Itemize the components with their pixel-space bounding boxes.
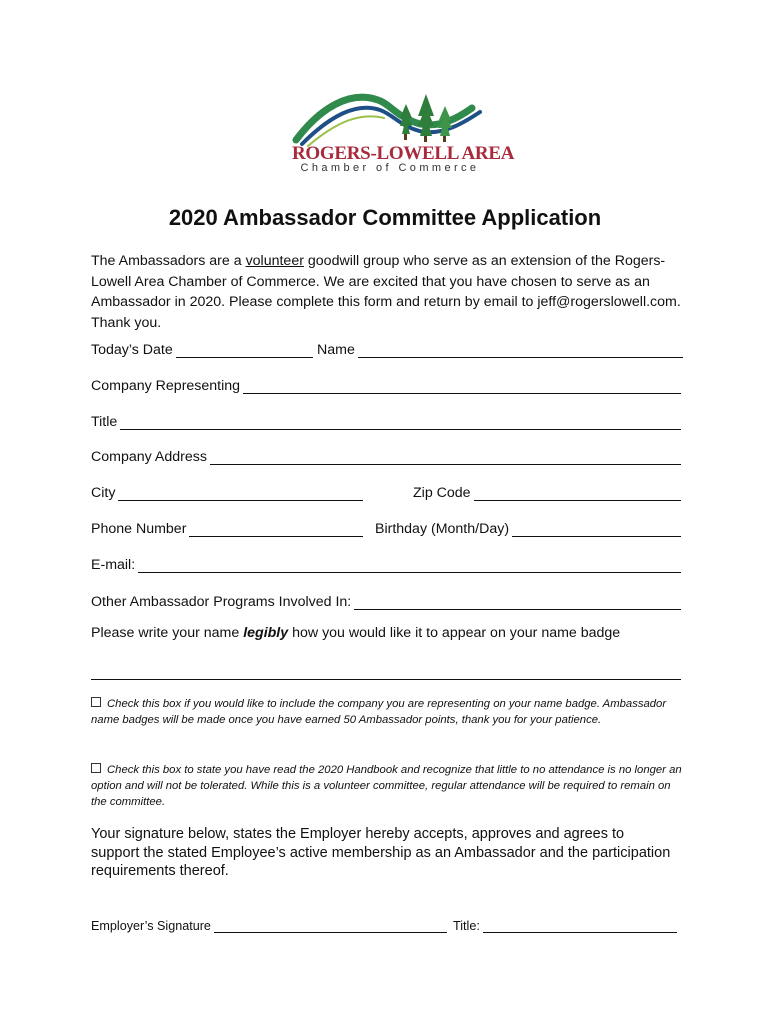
- row-company: [91, 374, 683, 396]
- name-label: Name: [317, 342, 355, 358]
- email-field[interactable]: [91, 553, 681, 573]
- company-representing-field[interactable]: [91, 374, 681, 394]
- badge-prompt-after: how you would like it to appear on your name badge: [288, 625, 621, 641]
- other-programs-field[interactable]: [91, 590, 681, 610]
- todays-date-label: Today’s Date: [91, 342, 173, 358]
- intro-text-before: The Ambassadors are a: [91, 253, 246, 269]
- row-other-programs: [91, 590, 683, 612]
- row-date-name: [91, 338, 683, 360]
- intro-text-after: goodwill group who serve as an extension of the Rogers-Lowell Area Chamber of Commerce. We are excited that you have chosen to serve as an Ambassador in 2020. Please complete this form and return by email to jeff@rogerslowell.com. Thank you.: [91, 253, 681, 331]
- employer-signature-line[interactable]: [214, 917, 447, 933]
- zip-code-line[interactable]: [474, 485, 681, 501]
- todays-date-line[interactable]: [176, 342, 313, 358]
- page-title: 2020 Ambassador Committee Application: [168, 205, 602, 230]
- signature-title-label: Title:: [453, 919, 480, 933]
- city-label: City: [91, 485, 116, 501]
- other-programs-label: Other Ambassador Programs Involved In:: [91, 594, 352, 610]
- title-field[interactable]: [91, 410, 681, 430]
- row-email: [91, 553, 683, 575]
- badge-prompt-emphasis: legibly: [243, 625, 289, 641]
- city-field[interactable]: [91, 481, 363, 501]
- company-address-line[interactable]: [210, 449, 681, 465]
- badge-name-field[interactable]: [91, 660, 681, 680]
- handbook-read-checkbox[interactable]: [91, 763, 101, 773]
- row-signature: [91, 913, 683, 935]
- name-field[interactable]: [317, 338, 683, 358]
- logo-name: ROGERS-LOWELL AREA: [292, 143, 515, 164]
- phone-number-line[interactable]: [189, 521, 363, 537]
- name-line[interactable]: [358, 342, 683, 358]
- logo-subtitle: Chamber of Commerce: [300, 162, 480, 174]
- company-address-field[interactable]: [91, 445, 681, 465]
- row-phone-birthday: [91, 517, 683, 539]
- signature-title-line[interactable]: [483, 917, 677, 933]
- handbook-read-text: Check this box to state you have read the 2020 Handbook and recognize that little to no attendance is no longer an option and will not be tolerated. While this is a volunteer committee, regular attendance will be required to remain on the committee.: [91, 764, 682, 808]
- birthday-label: Birthday (Month/Day): [375, 521, 510, 537]
- todays-date-field[interactable]: [91, 338, 313, 358]
- badge-prompt-before: Please write your name: [91, 625, 244, 641]
- phone-number-field[interactable]: [91, 517, 363, 537]
- logo-swoosh-trees-icon: [290, 88, 490, 148]
- row-title: [91, 410, 683, 432]
- company-address-label: Company Address: [91, 449, 207, 465]
- employer-signature-field[interactable]: [91, 913, 447, 933]
- birthday-field[interactable]: [375, 517, 681, 537]
- email-line[interactable]: [138, 557, 681, 573]
- chamber-logo: [290, 88, 515, 176]
- checkbox-handbook-read: [91, 762, 687, 810]
- intro-underlined-word: volunteer: [245, 253, 304, 269]
- company-on-badge-checkbox[interactable]: [91, 697, 101, 707]
- company-on-badge-text: Check this box if you would like to include the company you are representing on your name badge. Ambassador name badges will be made once you have earned 50 Ambassador points, thank you for your patience.: [91, 698, 667, 726]
- signature-statement: Your signature below, states the Employer hereby accepts, approves and agrees to support the stated Employee’s active membership as an Ambassador and the participation requirements thereof.: [91, 826, 671, 879]
- zip-code-field[interactable]: [413, 481, 681, 501]
- row-badge-name: [91, 660, 683, 682]
- phone-number-label: Phone Number: [91, 521, 187, 537]
- title-line[interactable]: [120, 414, 681, 430]
- company-representing-line[interactable]: [243, 378, 681, 394]
- employer-signature-label: Employer’s Signature: [91, 919, 211, 933]
- row-city-zip: [91, 481, 683, 503]
- row-address: [91, 445, 683, 467]
- email-label: E-mail:: [91, 557, 136, 573]
- other-programs-line[interactable]: [354, 594, 681, 610]
- signature-title-field[interactable]: [453, 913, 677, 933]
- checkbox-company-on-badge: [91, 696, 687, 728]
- zip-code-label: Zip Code: [413, 485, 471, 501]
- company-representing-label: Company Representing: [91, 378, 241, 394]
- title-label: Title: [91, 414, 118, 430]
- badge-prompt: [91, 625, 683, 647]
- birthday-line[interactable]: [512, 521, 681, 537]
- city-line[interactable]: [118, 485, 363, 501]
- badge-name-line[interactable]: [91, 664, 681, 680]
- intro-paragraph: [91, 251, 691, 333]
